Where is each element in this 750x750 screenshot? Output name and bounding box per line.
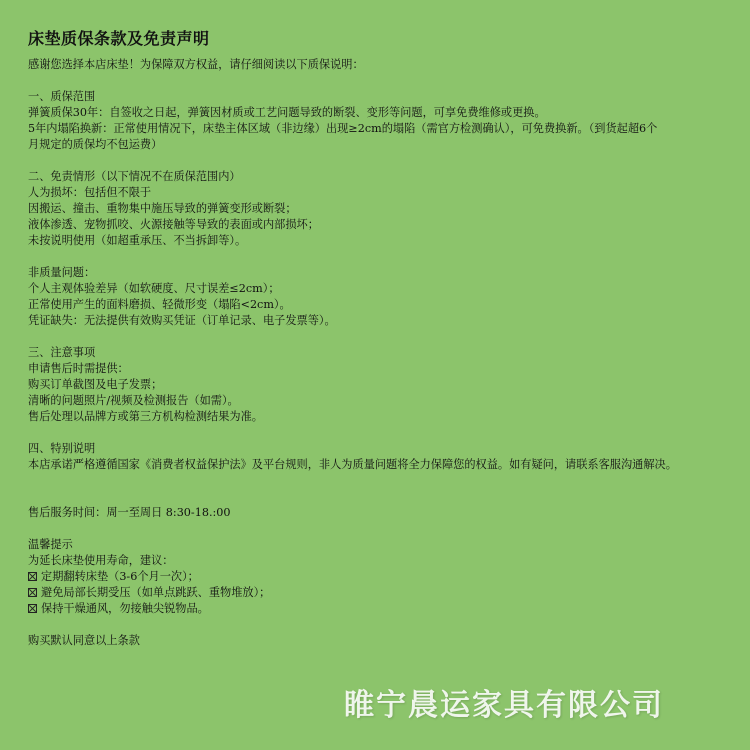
spacer bbox=[28, 73, 744, 89]
section-line: 凭证缺失：无法提供有效购买凭证（订单记录、电子发票等）。 bbox=[28, 314, 336, 327]
section-line: 本店承诺严格遵循国家《消费者权益保护法》及平台规则，非人为质量问题将全力保障您的权益。如有疑问，请联系客服沟通解决。 bbox=[28, 458, 677, 471]
section-line: 个人主观体验差异（如软硬度、尺寸误差≤2cm）； bbox=[28, 282, 280, 295]
spacer bbox=[28, 617, 744, 633]
spacer bbox=[28, 521, 744, 537]
section-notes bbox=[28, 345, 744, 425]
section-line: 因搬运、撞击、重物集中施压导致的弹簧变形或断裂； bbox=[28, 202, 297, 215]
section-heading: 四、特别说明 bbox=[28, 442, 96, 455]
section-scope bbox=[28, 89, 744, 153]
section-line: 售后处理以品牌方或第三方机构检测结果为准。 bbox=[28, 410, 263, 423]
section-heading: 一、质保范围 bbox=[28, 90, 96, 103]
section-line: 申请售后时需提供： bbox=[28, 362, 129, 375]
tip-text: 避免局部长期受压（如单点跳跃、重物堆放）； bbox=[41, 586, 271, 599]
checkbox-icon bbox=[28, 572, 37, 581]
section-line: 弹簧质保30年：自签收之日起，弹簧因材质或工艺问题导致的断裂、变形等问题，可享免费维修或更换。 bbox=[28, 106, 546, 119]
tip-item bbox=[28, 569, 744, 585]
tip-text: 定期翻转床垫（3-6个月一次）； bbox=[41, 570, 199, 583]
section-line: 正常使用产生的面料磨损、轻微形变（塌陷<2cm）。 bbox=[28, 298, 291, 311]
company-watermark: 睢宁晨运家具有限公司 bbox=[344, 688, 664, 723]
checkbox-icon bbox=[28, 604, 37, 613]
tip-text: 保持干燥通风，勿接触尖锐物品。 bbox=[41, 602, 209, 615]
spacer bbox=[28, 329, 744, 345]
section-heading: 非质量问题： bbox=[28, 266, 96, 279]
intro-text: 感谢您选择本店床垫！为保障双方权益，请仔细阅读以下质保说明： bbox=[28, 58, 364, 71]
section-line: 人为损坏：包括但不限于 bbox=[28, 186, 152, 199]
page-title: 床垫质保条款及免责声明 bbox=[28, 29, 210, 48]
section-heading: 二、免责情形（以下情况不在质保范围内） bbox=[28, 170, 241, 183]
tip-item bbox=[28, 601, 744, 617]
agreement-text: 购买默认同意以上条款 bbox=[28, 634, 140, 647]
section-heading: 温馨提示 bbox=[28, 538, 73, 551]
section-line: 清晰的问题照片/视频及检测报告（如需）。 bbox=[28, 394, 239, 407]
warranty-document bbox=[28, 28, 744, 649]
checkbox-icon bbox=[28, 588, 37, 597]
section-line: 购买订单截图及电子发票； bbox=[28, 378, 163, 391]
service-time: 售后服务时间：周一至周日 8:30-18.:00 bbox=[28, 506, 231, 519]
section-heading: 三、注意事项 bbox=[28, 346, 96, 359]
spacer bbox=[28, 473, 744, 505]
section-tips bbox=[28, 537, 744, 617]
section-line: 5年内塌陷换新：正常使用情况下，床垫主体区域（非边缘）出现≥2cm的塌陷（需官方检测确认），可免费换新。（到货起超6个 bbox=[28, 122, 658, 135]
section-special bbox=[28, 441, 744, 473]
tip-item bbox=[28, 585, 744, 601]
spacer bbox=[28, 153, 744, 169]
spacer bbox=[28, 249, 744, 265]
section-line: 未按说明使用（如超重承压、不当拆卸等）。 bbox=[28, 234, 247, 247]
section-line: 液体渗透、宠物抓咬、火源接触等导致的表面或内部损坏； bbox=[28, 218, 319, 231]
section-line: 月规定的质保均不包运费） bbox=[28, 138, 163, 151]
section-exemptions bbox=[28, 169, 744, 249]
spacer bbox=[28, 425, 744, 441]
section-non-quality bbox=[28, 265, 744, 329]
tips-intro: 为延长床垫使用寿命，建议： bbox=[28, 554, 174, 567]
